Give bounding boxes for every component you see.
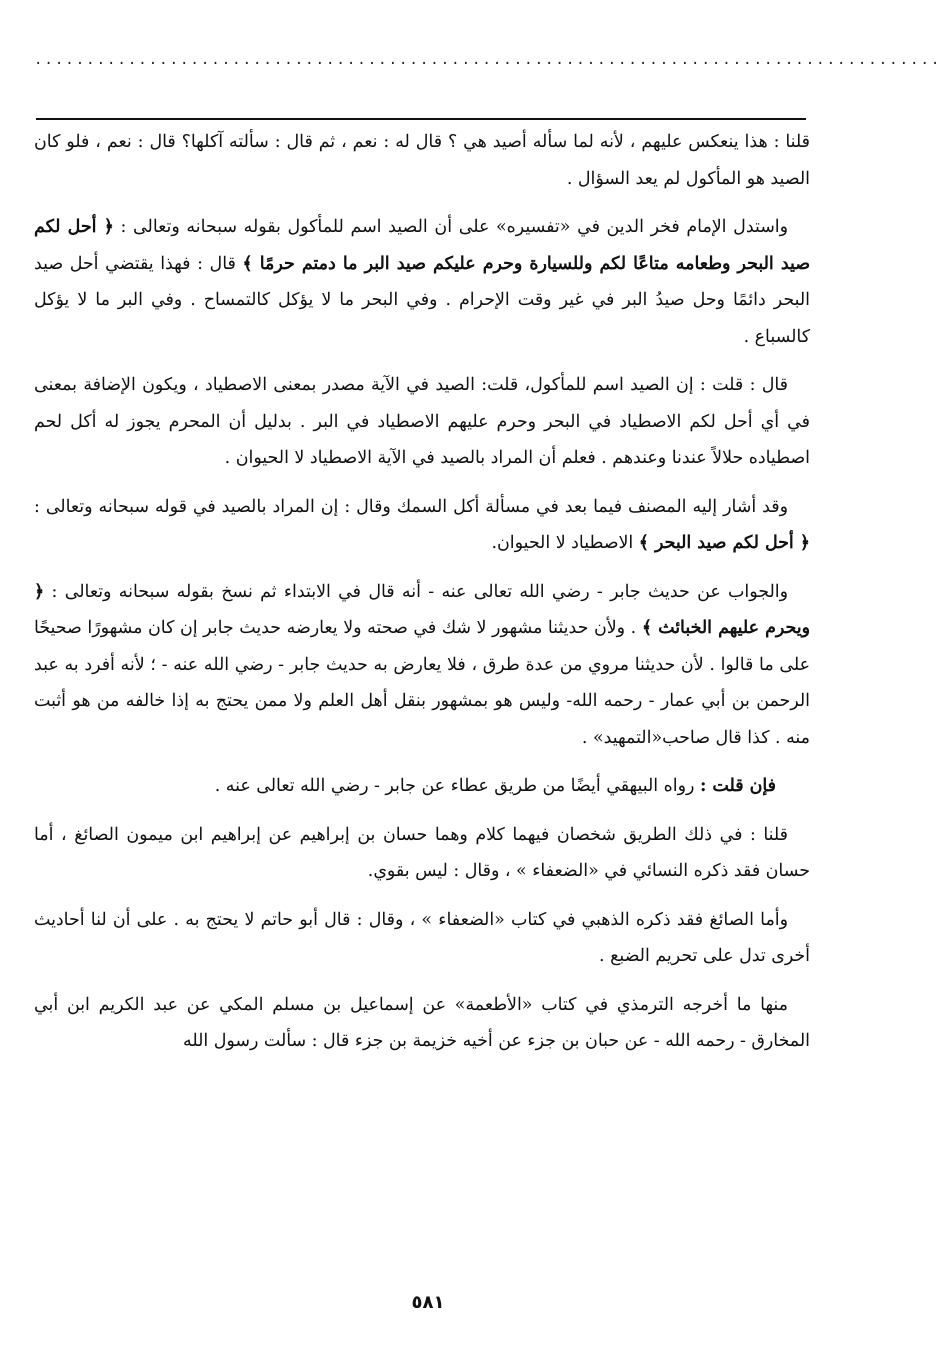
quran-verse: ﴿ أحل لكم صيد البحر ﴾	[638, 533, 810, 553]
paragraph-6-lead: فإن قلت :	[699, 776, 776, 796]
paragraph-9-text: منها ما أخرجه الترمذي في كتاب «الأطعمة» عن إسماعيل بن مسلم المكي عن عبد الكريم ابن أبي المخارق - رحمه الله - عن حبان بن جزء عن أخيه خزيمة بن جزء قال : سألت رسول الله	[34, 994, 810, 1051]
paragraph-5-after: . ولأن حديثنا مشهور لا شك في صحته ولا يعارضه حديث جابر إن كان مشهورًا صحيحًا على ما قالوا . لأن حديثنا مروي من عدة طرق ، فلا يعارض به حديث جابر - رضي الله عنه - ؛ لأنه أفرد به عبد الرحمن بن أبي عمار - رحمه الله- وليس هو بمشهور بنقل أهل العلم ولا ممن يحتج به إذا خالفه من هو أثبت منه . كذا قال صاحب«التمهيد» .	[34, 618, 810, 748]
paragraph-2-before: واستدل الإمام فخر الدين في «تفسيره» على أن الصيد اسم للمأكول بقوله سبحانه وتعالى :	[113, 217, 788, 237]
paragraph-3	[34, 367, 810, 477]
paragraph-1	[34, 124, 810, 197]
paragraph-4-after: الاصطياد لا الحيوان.	[491, 533, 639, 553]
paragraph-6	[34, 768, 810, 805]
paragraph-7-text: قلنا : في ذلك الطريق شخصان فيهما كلام وهما حسان بن إبراهيم عن إبراهيم ابن ميمون الصائغ ، أما حسان فقد ذكره النسائي في «الضعفاء » ، وقال : ليس بقوي.	[34, 824, 810, 881]
paragraph-2-after: قال : فهذا يقتضي أحل صيد البحر دائمًا وحل صيدُ البر في غير وقت الإحرام . وفي البحر ما لا يؤكل كالتمساح . وفي البر ما لا يؤكل كالسباع .	[34, 253, 810, 347]
paragraph-5	[34, 574, 810, 757]
header-dotted-line: .......................................................................................	[34, 52, 941, 68]
page-number: ٥٨١	[411, 1292, 445, 1313]
paragraph-2	[34, 209, 810, 355]
paragraph-8	[34, 902, 810, 975]
paragraph-6-after: رواه البيهقي أيضًا من طريق عطاء عن جابر - رضي الله تعالى عنه .	[214, 776, 700, 796]
page-body	[34, 124, 810, 1072]
paragraph-8-text: وأما الصائغ فقد ذكره الذهبي في كتاب «الضعفاء » ، وقال : قال أبو حاتم لا يحتج به . على أن لنا أحاديث أخرى تدل على تحريم الضبع .	[34, 909, 810, 966]
paragraph-4	[34, 489, 810, 562]
paragraph-3-text: قال : قلت : إن الصيد اسم للمأكول، قلت: الصيد في الآية مصدر بمعنى الاصطياد ، ويكون الإضافة بمعنى في أي أحل لكم الاصطياد في البحر وحرم عليهم الاصطياد في البر . بدليل أن المحرم يجوز له أكل لحم اصطياده حلالاً عندنا وعندهم . فعلم أن المراد بالصيد في الآية الاصطياد لا الحيوان .	[34, 375, 810, 468]
paragraph-4-before: وقد أشار إليه المصنف فيما بعد في مسألة أكل السمك وقال : إن المراد بالصيد في قوله سبحانه وتعالى :	[34, 496, 788, 517]
paragraph-9	[34, 987, 810, 1060]
quran-verse: ﴿ أحل لكم صيد البحر وطعامه متاعًا لكم وللسيارة وحرم عليكم صيد البر ما دمتم حرمًا ﴾	[34, 217, 810, 274]
paragraph-1-text: قلنا : هذا ينعكس عليهم ، لأنه لما سأله أصيد هي ؟ قال له : نعم ، ثم قال : سألته آكلها؟ قال : نعم ، فلو كان الصيد هو المأكول لم يعد السؤال .	[34, 132, 810, 189]
header-rule	[36, 118, 806, 120]
quran-verse: ﴿ ويحرم عليهم الخبائث ﴾	[34, 581, 810, 638]
paragraph-7	[34, 817, 810, 890]
paragraph-5-before: والجواب عن حديث جابر - رضي الله تعالى عنه - أنه قال في الابتداء ثم نسخ بقوله سبحانه وتعالى :	[44, 581, 788, 602]
